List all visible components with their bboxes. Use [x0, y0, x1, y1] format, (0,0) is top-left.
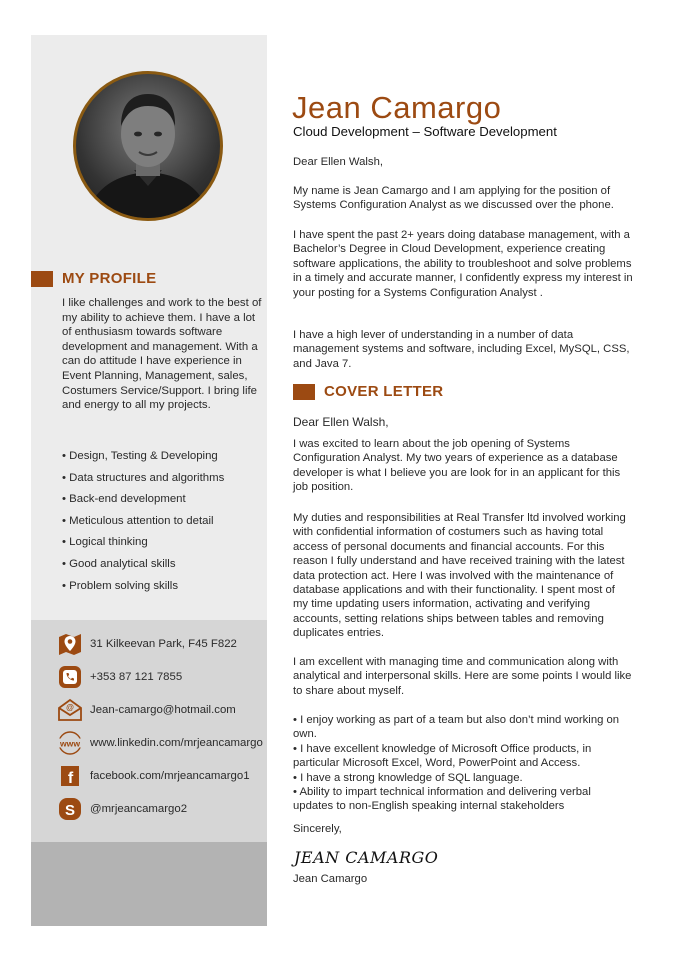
letter-paragraph-1: I was excited to learn about the job opening of Systems Configuration Analyst. My two years of experience as a database developer is what I believe you are look for in an applicant for this job position.	[293, 438, 621, 494]
svg-text:@: @	[66, 703, 74, 712]
intro-greeting: Dear Ellen Walsh,	[293, 156, 383, 168]
letter-bullet: • I have excellent knowledge of Microsoft Office products, in particular Microsoft Excel, Word, PowerPoint and Access.	[293, 742, 592, 770]
phone-text: +353 87 121 7855	[90, 671, 183, 683]
svg-text:f: f	[67, 770, 74, 787]
person-portrait-icon	[76, 74, 220, 218]
letter-bullet: • I enjoy working as part of a team but also don’t mind working on own.	[293, 714, 620, 741]
facebook-icon	[57, 763, 83, 789]
skill-item: • Logical thinking	[62, 536, 148, 549]
letter-bullet-list	[293, 713, 633, 814]
letter-paragraph-3: I am excellent with managing time and communication along with analytical and interpersonal skills. Here are some points I would like to share about myself.	[293, 656, 632, 697]
intro-paragraph-3: I have a high lever of understanding in a number of data management systems and software, including Excel, MySQL, CSS, and Java 7.	[293, 329, 630, 370]
skill-item: • Meticulous attention to detail	[62, 514, 214, 527]
svg-text:www: www	[59, 738, 81, 749]
intro-paragraph-1: My name is Jean Camargo and I am applying for the position of Systems Configuration Analyst as we discussed over the phone.	[293, 185, 614, 212]
cover-letter-heading	[293, 383, 443, 400]
profile-photo	[73, 71, 223, 221]
intro-paragraph-2: I have spent the past 2+ years doing database management, with a Bachelor’s Degree in Cloud Development, experience creating software applications, the ability to troubleshoot and solve problems in a timely and accurate manner, I confidently express my interest in your posting for a Systems Configuration Analyst .	[293, 229, 633, 299]
letter-bullet: • I have a strong knowledge of SQL language.	[293, 771, 523, 784]
applicant-subtitle: Cloud Development – Software Development	[293, 124, 557, 139]
skype-text[interactable]: @mrjeancamargo2	[90, 803, 188, 815]
contact-facebook[interactable]	[57, 763, 250, 789]
contact-address	[57, 631, 237, 657]
contact-website[interactable]	[57, 730, 263, 756]
contact-skype[interactable]	[57, 796, 187, 822]
skill-item: • Problem solving skills	[62, 579, 179, 592]
letter-greeting: Dear Ellen Walsh,	[293, 415, 389, 429]
skill-item: • Design, Testing & Developing	[62, 450, 218, 462]
skype-icon	[57, 796, 83, 822]
sidebar-footer	[31, 842, 267, 926]
map-pin-icon	[57, 631, 83, 657]
letter-closing: Sincerely,	[293, 823, 342, 835]
contact-phone	[57, 664, 182, 690]
heading-marker	[31, 271, 53, 287]
skills-list	[62, 449, 224, 600]
profile-heading	[31, 270, 156, 287]
contact-email[interactable]	[57, 697, 236, 723]
letter-bullet: • Ability to impart technical information and delivering verbal updates to non-English speaking internal stakeholders	[293, 786, 591, 813]
email-icon	[57, 697, 83, 723]
cover-letter-heading-text: COVER LETTER	[324, 383, 444, 400]
www-icon	[57, 730, 83, 756]
skill-item: • Good analytical skills	[62, 557, 176, 570]
skill-item: • Data structures and algorithms	[62, 471, 225, 484]
signed-name: Jean Camargo	[293, 873, 368, 885]
applicant-name: Jean Camargo	[292, 90, 502, 125]
profile-summary: I like challenges and work to the best of my ability to achieve them. I have a lot of enthusiasm towards software development and management. With a can do attitude I have experience in Event Planning, Management, sales, Costumers Service/Support. I bring life and energy to all my projects.	[62, 297, 262, 412]
skill-item: • Back-end development	[62, 493, 186, 506]
letter-paragraph-2: My duties and responsibilities at Real Transfer ltd involved working with confidential information of costumers such as having total access of personal documents and financial accounts. For this reason I fully understand and have received training with the latest data protection act. Here I was involved with the maintenance of database applications and with their functionality. I spent most of my time updating users information, activating and verifying accounts, setting relations ships between tables and removing duplicates entries.	[293, 512, 626, 640]
heading-marker	[293, 384, 315, 400]
phone-icon	[57, 664, 83, 690]
profile-heading-text: MY PROFILE	[62, 270, 157, 287]
svg-text:S: S	[64, 802, 76, 819]
website-link[interactable]: www.linkedin.com/mrjeancamargo	[90, 737, 263, 749]
address-text: 31 Kilkeevan Park, F45 F822	[90, 638, 237, 650]
handwritten-signature: JEAN CAMARGO	[294, 848, 439, 867]
email-text[interactable]: Jean-camargo@hotmail.com	[90, 704, 236, 716]
facebook-link[interactable]: facebook.com/mrjeancamargo1	[90, 770, 250, 782]
